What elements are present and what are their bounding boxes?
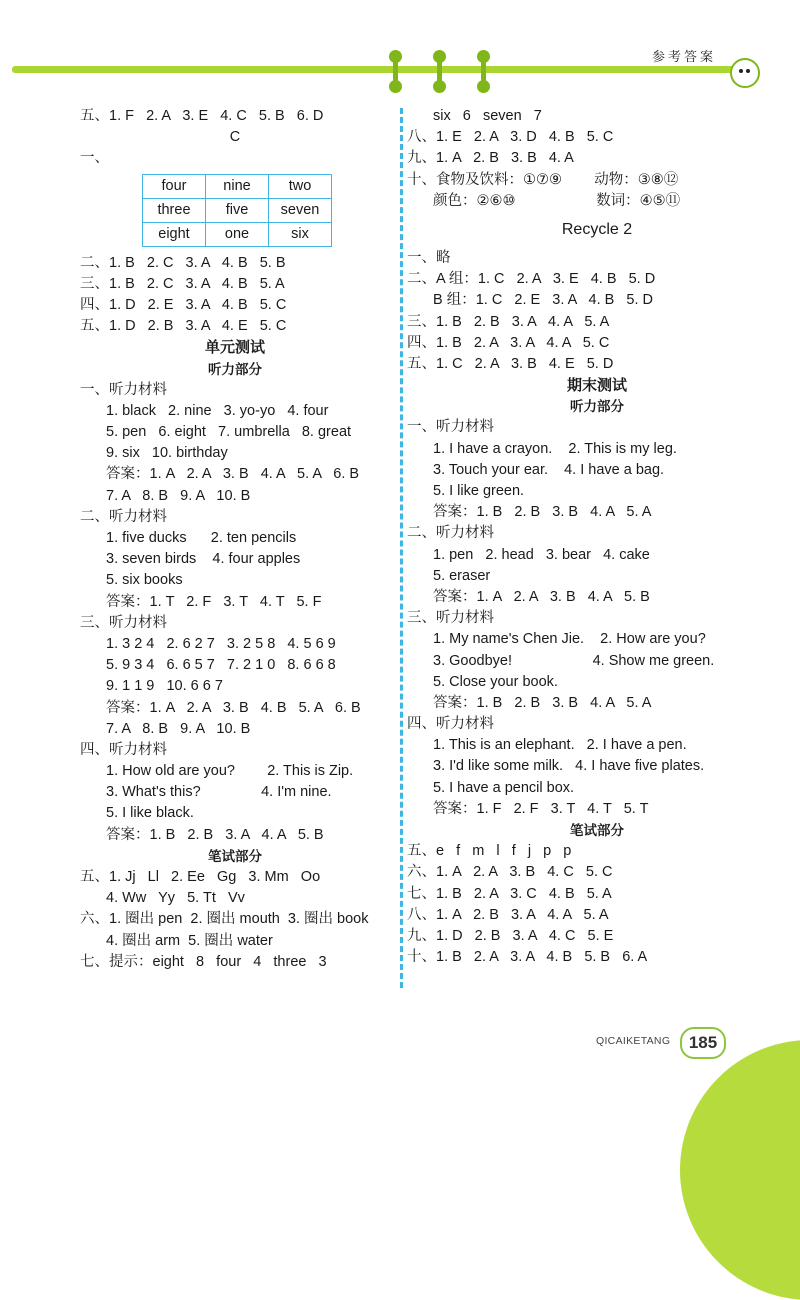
- answer-line: 答案：1. A 2. A 3. B 4. B 5. A 6. B: [106, 699, 361, 716]
- answer-line: Recycle 2: [561, 220, 633, 238]
- answer-line: 五、1. D 2. B 3. A 4. E 5. C: [80, 318, 287, 335]
- answer-line: 听力部分: [208, 361, 262, 377]
- answer-line: 听力部分: [570, 399, 624, 415]
- answer-line: 1. This is an elephant. 2. I have a pen.: [433, 737, 687, 754]
- answer-line: 三、听力材料: [80, 614, 167, 631]
- answer-line: 答案：1. B 2. B 3. A 4. A 5. B: [106, 826, 324, 843]
- answer-line: 八、1. A 2. B 3. A 4. A 5. A: [407, 906, 609, 923]
- answer-line: 1. 3 2 4 2. 6 2 7 3. 2 5 8 4. 5 6 9: [106, 635, 336, 652]
- corner-decoration: [680, 1040, 800, 1300]
- answer-line: 1. How old are you? 2. This is Zip.: [106, 763, 354, 780]
- table-cell: eight: [143, 222, 206, 246]
- answer-line: 答案：1. F 2. F 3. T 4. T 5. T: [433, 800, 649, 817]
- table-cell: six: [269, 222, 332, 246]
- answer-line: 9. six 10. birthday: [106, 445, 228, 462]
- answer-line: 九、1. A 2. B 3. B 4. A: [407, 150, 574, 167]
- answer-line: 笔试部分: [208, 848, 262, 864]
- answer-line: six 6 seven 7: [433, 108, 542, 124]
- right-column: [407, 106, 787, 968]
- answer-line: 四、听力材料: [80, 741, 167, 758]
- answer-line: 4. Ww Yy 5. Tt Vv: [106, 890, 245, 907]
- answer-line: 一、: [80, 150, 109, 167]
- answer-line: 七、提示：eight 8 four 4 three 3: [80, 953, 327, 970]
- answer-line: 三、1. B 2. B 3. A 4. A 5. A: [407, 313, 610, 330]
- answer-line: 期末测试: [566, 377, 627, 395]
- answer-line: 3. Goodbye! 4. Show me green.: [433, 652, 715, 669]
- table-cell: three: [143, 198, 206, 222]
- answer-line: 十、1. B 2. A 3. A 4. B 5. B 6. A: [407, 949, 648, 966]
- answer-line: 4. 圈出 arm 5. 圈出 water: [106, 932, 273, 949]
- mascot-icon: [730, 58, 760, 88]
- answer-line: 八、1. E 2. A 3. D 4. B 5. C: [407, 129, 614, 146]
- binder-clip: [480, 50, 487, 90]
- answer-line: 1. My name's Chen Jie. 2. How are you?: [433, 631, 706, 648]
- answer-line: 答案：1. T 2. F 3. T 4. T 5. F: [106, 593, 322, 610]
- header-bar: [12, 66, 742, 73]
- answer-line: 七、1. B 2. A 3. C 4. B 5. A: [407, 885, 612, 902]
- answer-line: 5. 9 3 4 6. 6 5 7 7. 2 1 0 8. 6 6 8: [106, 657, 336, 674]
- binder-clip: [392, 50, 399, 90]
- table-cell: two: [269, 174, 332, 198]
- answer-line: 单元测试: [204, 339, 265, 357]
- answer-line: 1. pen 2. head 3. bear 4. cake: [433, 546, 650, 563]
- answer-line: 5. I like black.: [106, 805, 194, 822]
- answer-line: 二、听力材料: [407, 525, 494, 542]
- table-cell: five: [206, 198, 269, 222]
- brand-text: QICAIKETANG: [596, 1035, 671, 1047]
- answer-line: 9. 1 1 9 10. 6 6 7: [106, 678, 223, 695]
- answer-line: C: [229, 129, 241, 146]
- answer-line: 1. five ducks 2. ten pencils: [106, 530, 297, 546]
- answer-line: 四、听力材料: [407, 716, 494, 733]
- answer-line: 一、略: [407, 249, 451, 266]
- answer-line: 三、1. B 2. C 3. A 4. B 5. A: [80, 275, 285, 292]
- answer-line: 5. eraser: [433, 567, 491, 584]
- answer-line: 五、1. F 2. A 3. E 4. C 5. B 6. D: [80, 108, 324, 124]
- answer-line: 五、1. Jj Ll 2. Ee Gg 3. Mm Oo: [80, 869, 321, 885]
- answer-line: 5. I like green.: [433, 483, 525, 499]
- answer-line: 一、听力材料: [407, 419, 494, 436]
- table-cell: seven: [269, 198, 332, 222]
- answer-line: 3. What's this? 4. I'm nine.: [106, 784, 332, 801]
- answer-line: 九、1. D 2. B 3. A 4. C 5. E: [407, 927, 614, 944]
- answer-line: 答案：1. B 2. B 3. B 4. A 5. A: [433, 694, 652, 711]
- answer-line: 答案：1. A 2. A 3. B 4. A 5. A 6. B: [106, 466, 360, 483]
- answer-line: 3. seven birds 4. four apples: [106, 551, 301, 568]
- answer-line: 四、1. B 2. A 3. A 4. A 5. C: [407, 334, 610, 351]
- answer-line: B 组：1. C 2. E 3. A 4. B 5. D: [433, 292, 654, 309]
- answer-line: 十、食物及饮料：①⑦⑨ 动物：③⑧⑫: [407, 171, 679, 188]
- answer-line: 笔试部分: [570, 823, 624, 838]
- answer-line: 5. I have a pencil box.: [433, 779, 575, 796]
- left-column: [80, 106, 390, 973]
- answer-line: 7. A 8. B 9. A 10. B: [106, 720, 251, 737]
- page-number: 185: [680, 1027, 726, 1059]
- binder-clip: [436, 50, 443, 90]
- answer-line: 五、e f m l f j p p: [407, 843, 572, 860]
- answer-line: 二、听力材料: [80, 508, 167, 525]
- answer-line: 六、1. A 2. A 3. B 4. C 5. C: [407, 864, 613, 881]
- answer-line: 答案：1. A 2. A 3. B 4. A 5. B: [433, 588, 650, 605]
- number-word-table: [142, 174, 332, 247]
- answer-line: 3. I'd like some milk. 4. I have five plates.: [433, 758, 705, 775]
- answer-line: 五、1. C 2. A 3. B 4. E 5. D: [407, 355, 614, 372]
- answer-line: 一、听力材料: [80, 381, 167, 398]
- answer-line: 5. Close your book.: [433, 673, 558, 690]
- answer-line: 颜色：②⑥⑩ 数词：④⑤⑪: [433, 192, 681, 209]
- answer-line: 5. pen 6. eight 7. umbrella 8. great: [106, 424, 352, 441]
- answer-line: 三、听力材料: [407, 610, 494, 627]
- answer-line: 1. I have a crayon. 2. This is my leg.: [433, 440, 677, 457]
- answer-line: 六、1. 圈出 pen 2. 圈出 mouth 3. 圈出 book: [80, 911, 369, 928]
- table-cell: one: [206, 222, 269, 246]
- answer-line: 7. A 8. B 9. A 10. B: [106, 487, 251, 504]
- answer-line: 二、A 组：1. C 2. A 3. E 4. B 5. D: [407, 271, 656, 288]
- answer-line: 3. Touch your ear. 4. I have a bag.: [433, 461, 665, 478]
- table-cell: nine: [206, 174, 269, 198]
- header-title: 参考答案: [652, 49, 717, 64]
- table-cell: four: [143, 174, 206, 198]
- answer-line: 1. black 2. nine 3. yo-yo 4. four: [106, 402, 329, 419]
- answer-line: 四、1. D 2. E 3. A 4. B 5. C: [80, 296, 287, 313]
- answer-line: 答案：1. B 2. B 3. B 4. A 5. A: [433, 504, 652, 521]
- answer-line: 5. six books: [106, 572, 183, 589]
- answer-line: 二、1. B 2. C 3. A 4. B 5. B: [80, 254, 286, 271]
- column-divider: [400, 108, 403, 988]
